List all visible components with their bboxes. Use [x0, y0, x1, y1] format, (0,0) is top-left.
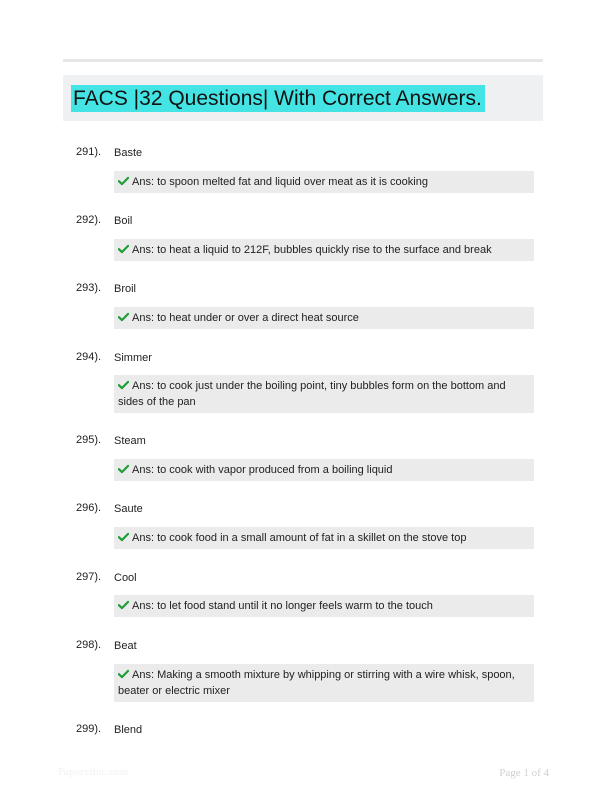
- question-number: 299).: [76, 723, 102, 735]
- question-term: Saute: [114, 503, 143, 515]
- answer-box: [114, 239, 534, 261]
- check-icon: [118, 669, 129, 679]
- question-number: 295).: [76, 434, 102, 446]
- check-icon: [118, 600, 129, 610]
- answer-prefix: Ans:: [132, 244, 155, 256]
- answer-prefix: Ans:: [132, 532, 155, 544]
- answer-text: to heat a liquid to 212F, bubbles quickly rise to the surface and break: [157, 244, 492, 256]
- answer-prefix: Ans:: [132, 669, 155, 681]
- question-term: Blend: [114, 724, 143, 736]
- question-number: 292).: [76, 214, 102, 226]
- top-divider: [63, 59, 543, 62]
- document-title: FACS |32 Questions| With Correct Answers.: [71, 85, 485, 112]
- question-number: 291).: [76, 146, 102, 158]
- answer-text: to cook food in a small amount of fat in a skillet on the stove top: [157, 532, 467, 544]
- answer-box: [114, 527, 534, 549]
- answer-box: [114, 595, 534, 617]
- answer-text: to cook just under the boiling point, tiny bubbles form on the bottom and sides of the pan: [118, 380, 506, 408]
- question-number: 293).: [76, 282, 102, 294]
- check-icon: [118, 380, 129, 390]
- question-number: 294).: [76, 351, 102, 363]
- answer-box: [114, 171, 534, 193]
- answer-prefix: Ans:: [132, 312, 155, 324]
- page-number: Page 1 of 4: [499, 767, 549, 779]
- question-term: Baste: [114, 147, 143, 159]
- question-number: 297).: [76, 571, 102, 583]
- question-term: Beat: [114, 640, 137, 652]
- check-icon: [118, 244, 129, 254]
- check-icon: [118, 312, 129, 322]
- question-term: Simmer: [114, 352, 152, 364]
- title-band: [63, 75, 543, 121]
- question-term: Broil: [114, 283, 137, 295]
- check-icon: [118, 176, 129, 186]
- question-term: Cool: [114, 572, 137, 584]
- answer-text: to heat under or over a direct heat source: [157, 312, 359, 324]
- question-term: Steam: [114, 435, 146, 447]
- answer-text: Making a smooth mixture by whipping or stirring with a wire whisk, spoon, beater or electric mixer: [118, 669, 515, 697]
- answer-text: to cook with vapor produced from a boiling liquid: [157, 464, 393, 476]
- answer-box: [114, 375, 534, 413]
- check-icon: [118, 464, 129, 474]
- answer-box: [114, 664, 534, 702]
- check-icon: [118, 532, 129, 542]
- answer-prefix: Ans:: [132, 176, 155, 188]
- answer-prefix: Ans:: [132, 380, 155, 392]
- answer-box: [114, 459, 534, 481]
- question-term: Boil: [114, 215, 133, 227]
- question-number: 296).: [76, 502, 102, 514]
- footer-watermark: Paperstbic.com: [58, 768, 129, 778]
- question-number: 298).: [76, 639, 102, 651]
- answer-prefix: Ans:: [132, 464, 155, 476]
- answer-prefix: Ans:: [132, 600, 155, 612]
- answer-text: to spoon melted fat and liquid over meat as it is cooking: [157, 176, 428, 188]
- answer-text: to let food stand until it no longer feels warm to the touch: [157, 600, 433, 612]
- answer-box: [114, 307, 534, 329]
